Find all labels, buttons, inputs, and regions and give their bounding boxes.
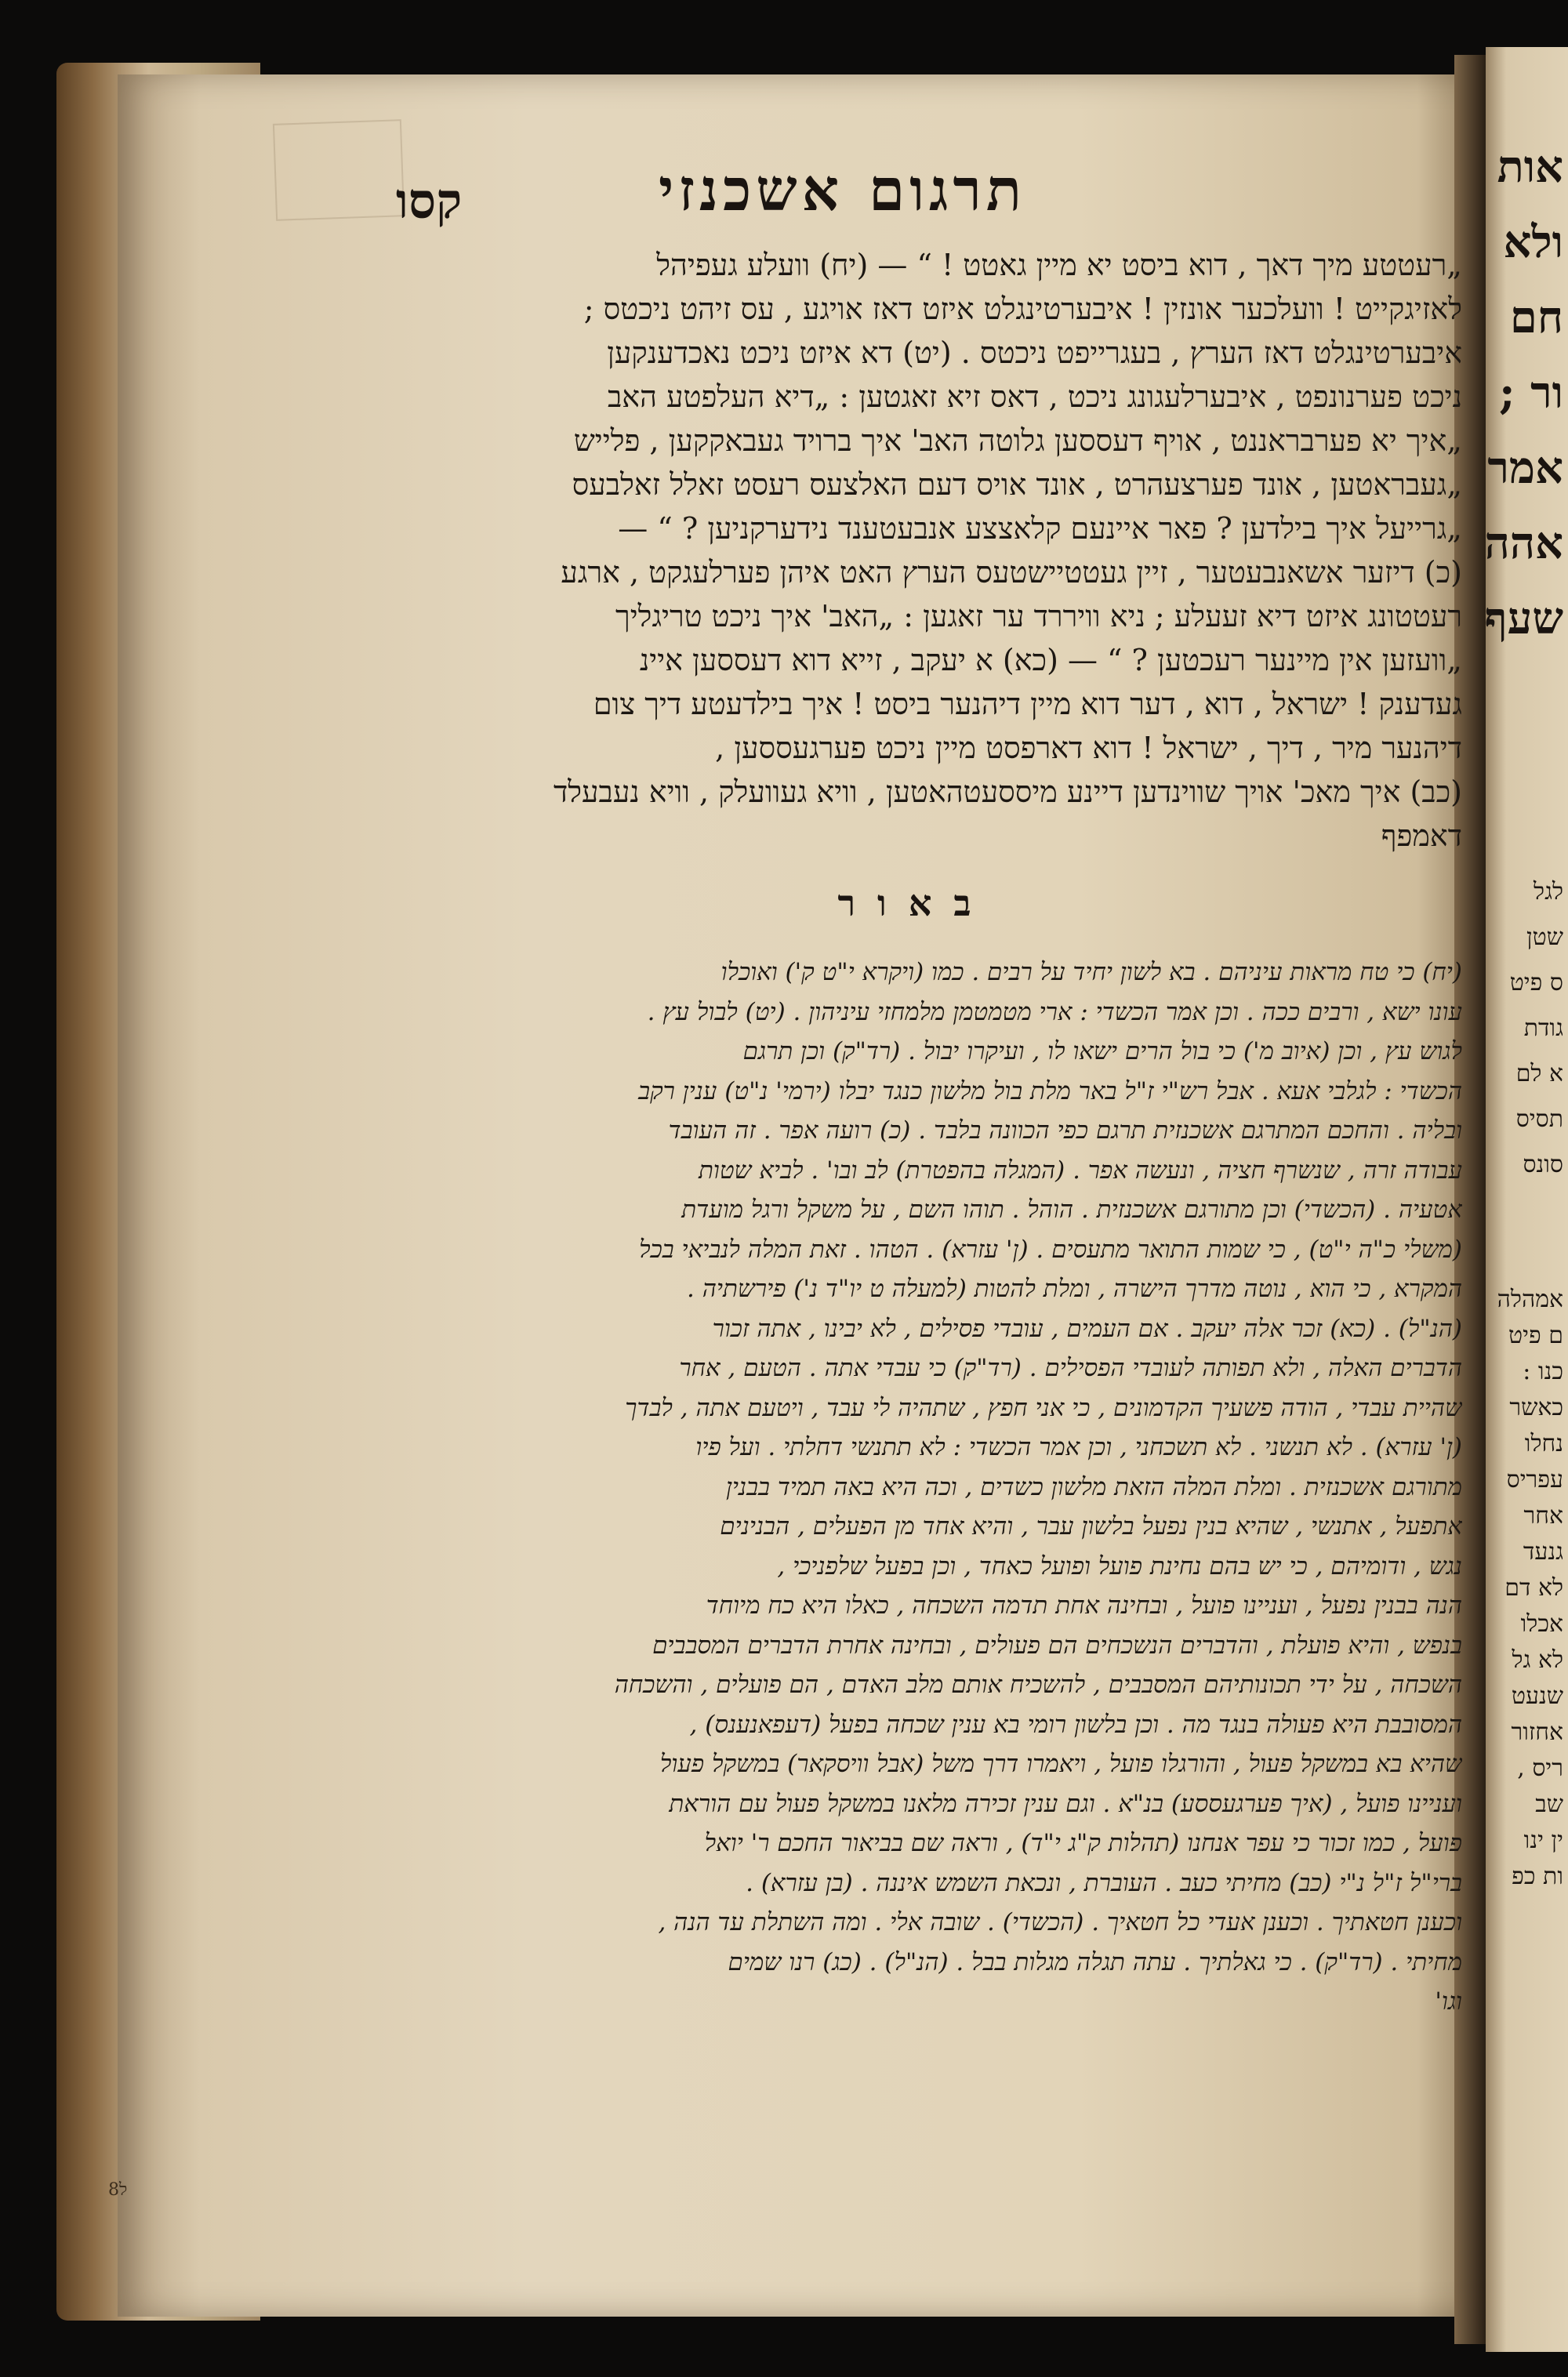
right-page-line: לא דם	[1504, 1574, 1563, 1602]
page-number: קסו	[396, 172, 463, 230]
right-page-line: ריס ,	[1517, 1755, 1563, 1782]
right-page-line: אות	[1497, 141, 1563, 193]
right-page-line: ם פיט	[1508, 1322, 1563, 1349]
translation-line: (כ) דיזער אשאנבעטער , זיין געטטיישטעס הערץ האט איהן פערלעגקט , ארגע	[561, 555, 1462, 590]
right-page-line: אמר	[1487, 442, 1563, 494]
translation-line: רעטטונג איזט דיא זעעלע ; ניא וויררד ער זאגען : „האב' איך ניכט טריגליך	[615, 599, 1462, 633]
commentary-line: המסובבת היא פעולה בנגד מה . וכן בלשון רומי בא ענין שכחה בפעל (דעפאנענס) ,	[689, 1710, 1462, 1739]
right-page-line: כאשר	[1509, 1394, 1563, 1421]
commentary-line: ברי"ל ז"ל נ"י (כב) מחיתי כעב . העוברת , ונכאת השמש איננה . (בן עזרא) .	[746, 1868, 1462, 1897]
translation-text	[368, 243, 1462, 858]
right-page-line: שב	[1535, 1791, 1563, 1818]
right-page-line: לגל	[1534, 878, 1563, 905]
commentary-line: עונו ישא , ורבים ככה . וכן אמר הכשדי : ארי מטמטמן מלמחזי עיניהון . (יט) לבול עץ .	[647, 997, 1462, 1026]
right-page-line: אחר	[1523, 1502, 1563, 1530]
right-page-line: גודת	[1523, 1014, 1563, 1042]
section-heading-biur: באור	[837, 882, 993, 924]
right-page-line: שנעט	[1511, 1682, 1563, 1710]
commentary-line: וכענן חטאתיך . וכענן אעדי כל חטאיך . (הכשדי) . שובה אלי . ומה השתלת עד הנה ,	[658, 1908, 1462, 1936]
translation-line: לאזיגקייט ! וועלכער אונזין ! איבערטינגלט איזט דאז אויגע , עס זיהט ניכטס ;	[583, 292, 1462, 326]
commentary-line: אטעיה . (הכשדי) וכן מתורגם אשכנזית . הוהל . תוהו השם , על משקל ורגל מועדת	[681, 1196, 1462, 1224]
running-title: תרגום אשכנזי	[659, 157, 1026, 224]
commentary-line: פועל , כמו זכור כי עפר אנחנו (תהלות ק"ג י"ד) , וראה שם בביאור החכם ר' יואל	[704, 1829, 1462, 1857]
translation-line: „וועזען אין מיינער רעכטען ? “ — (כא) א יעקב , זייא דוא דעססען איינ	[639, 643, 1462, 677]
right-page-line: שעף	[1484, 593, 1563, 644]
right-page-line: ור ;	[1498, 367, 1563, 419]
translation-line: „איך יא פערבראננט , אויף דעססען גלוטה האב' איך ברויד געבאקקען , פלייש	[573, 423, 1462, 458]
translation-line: געדענק ! ישראל , דוא , דער דוא מיין דיהנער ביסט ! איך בילדעטע דיך צום	[593, 687, 1462, 721]
translation-line: דיהנער מיר , דיך , ישראל ! דוא דארפסט מיין ניכט פערגעססען ,	[715, 731, 1462, 765]
commentary-text	[368, 953, 1462, 2022]
edge-mark: ל8	[108, 2180, 128, 2200]
commentary-line: שהיא בא במשקל פעול , והורגלו פועל , ויאמרו דרך משל (אבל וויסקאר) במשקל פעול	[659, 1750, 1462, 1778]
right-page-line: א לם	[1515, 1060, 1563, 1087]
translation-line: איבערטינגלט דאז הערץ , בעגרייפט ניכטס . (יט) דא איזט ניכט נאכדענקען	[607, 336, 1462, 370]
commentary-line: (ן' עזרא) . לא תנשני . לא תשכחני , וכן אמר הכשדי : לא תתנשי דחלתי . ועל פיו	[695, 1433, 1462, 1461]
right-page-line: ס פיט	[1509, 969, 1563, 996]
commentary-line: המקרא , כי הוא , נוטה מדרך הישרה , ומלת להטות (למעלה ט יו"ד נ') פירשתיה .	[687, 1275, 1462, 1303]
right-page-line: אחזור	[1511, 1718, 1563, 1746]
right-page-line: אהה	[1484, 517, 1563, 569]
right-page-line: חם	[1509, 292, 1563, 343]
commentary-line: שהיית עבדי , הודה פשעיך הקדמונים , כי אני חפץ , שתהיה לי עבד , ויטעם אתה , לבדך	[625, 1393, 1462, 1422]
right-page-line: ולא	[1503, 216, 1563, 268]
commentary-line: (הנ"ל) . (כא) זכר אלה יעקב . אם העמים , עובדי פסילים , לא יבינו , אתה זכור	[712, 1314, 1462, 1343]
right-page-line: נחלו	[1524, 1430, 1563, 1457]
right-page-line: אמהלה	[1497, 1286, 1563, 1313]
commentary-line: הדברים האלה , ולא תפותה לעובדי הפסילים . (רד"ק) כי עבדי אתה . הטעם , אחר	[679, 1354, 1462, 1382]
commentary-line: עבודה זרה , שנשרף חציה , ונעשה אפר . (המגלה בהפטרת) לב ובו' . לביא שטות	[698, 1156, 1462, 1185]
commentary-line: לגוש עץ , וכן (איוב מ') כי בול הרים ישאו לו , ועיקרו יבול . (רד"ק) וכן תרגם	[742, 1037, 1462, 1065]
translation-line: (כב) איך מאכ' אויך שווינדען דיינע מיססעטהאטען , וויא געוועלק , וויא נעבעלד	[553, 775, 1462, 809]
translation-line: „געבראטען , אונד פערצעהרט , אונד אויס דעם האלצעס רעסט זאלל זאלבעס	[572, 467, 1462, 502]
commentary-line: וגו'	[1435, 1987, 1462, 2016]
commentary-line: נגש , ודומיהם , כי יש בהם נחינת פועל ופועל כאחד , וכן בפעל שלפניכי ,	[777, 1551, 1462, 1580]
commentary-line: השכחה , על ידי תכונותיהם המסבבים , להשכיח אותם מלב האדם , הם פועלים , והשכחה	[614, 1671, 1462, 1699]
right-page-line: כנו :	[1523, 1358, 1563, 1385]
commentary-line: הכשדי : לגלבי אעא . אבל רש"י ז"ל באר מלת בול מלשון כנגד יבלו (ירמי' נ"ט) ענין רקב	[638, 1076, 1462, 1105]
right-page-line: עפריס	[1506, 1466, 1563, 1493]
commentary-line: ובליה . והחכם המתרגם אשכנזית תרגם כפי הכוונה בלבד . (כ) רועה אפר . זה העובד	[668, 1116, 1462, 1145]
translation-line: דאמפף	[1381, 818, 1462, 853]
right-page-line: ות כפ	[1512, 1863, 1563, 1890]
right-page-line: ין ינו	[1523, 1827, 1563, 1854]
right-page-line: תסיס	[1515, 1105, 1563, 1133]
translation-line: ניכט פערנונפט , איבערלעגונג ניכט , דאס זיא זאגטען : „דיא העלפטע האב	[607, 379, 1462, 414]
right-page-line: לא גל	[1512, 1646, 1563, 1674]
commentary-line: מתורגם אשכנזית . ומלת המלה הזאת מלשון כשדים , וכה היא באה תמיד בבנין	[725, 1472, 1462, 1501]
commentary-line: (משלי כ"ה י"ט) , כי שמות התואר מתעסים . (ן' עזרא) . הטהו . זאת המלה לנביאי בכל	[639, 1235, 1462, 1264]
right-page-line: אכלו	[1520, 1610, 1563, 1638]
commentary-line: (יח) כי טח מראות עיניהם . בא לשון יחיד על רבים . כמו (ויקרא י"ט ק') ואוכלו	[720, 958, 1462, 986]
right-page-line: סונס	[1523, 1151, 1563, 1178]
commentary-line: ועניינו פועל , (איך פערגעססע) בנ"א . וגם ענין זכירה מלאנו במשקל פעול עם הוראת	[669, 1789, 1462, 1818]
commentary-line: אתפעל , אתנשי , שהיא בנין נפעל בלשון עבר , והיא אחד מן הפעלים , הבנינים	[720, 1512, 1462, 1541]
right-page-line: גנעד	[1523, 1538, 1563, 1566]
commentary-line: בנפש , והיא פועלת , והדברים הנשכחים הם פעולים , ובחינה אחרת הדברים המסבבים	[652, 1631, 1462, 1660]
commentary-line: מחיתי . (רד"ק) . כי גאלתיך . עתה תגלה מגלות בבל . (הנ"ל) . (כג) רנו שמים	[728, 1947, 1462, 1976]
commentary-line: הנה בבנין נפעל , ועניינו פועל , ובחינה אחת תדמה השכחה , כאלו היא כח מיוחד	[706, 1591, 1462, 1620]
translation-line: „רעטטע מיך דאך , דוא ביסט יא מיין גאטט ! “ — (יח) וועלע געפיהל	[656, 248, 1462, 282]
translation-line: „גרייעל איך בילדען ? פאר איינעם קלאצצע אנבעטענד נידערקניען ? “ —	[618, 511, 1462, 546]
right-page-partial	[1486, 47, 1568, 2352]
right-page-line: שטן	[1526, 924, 1563, 951]
